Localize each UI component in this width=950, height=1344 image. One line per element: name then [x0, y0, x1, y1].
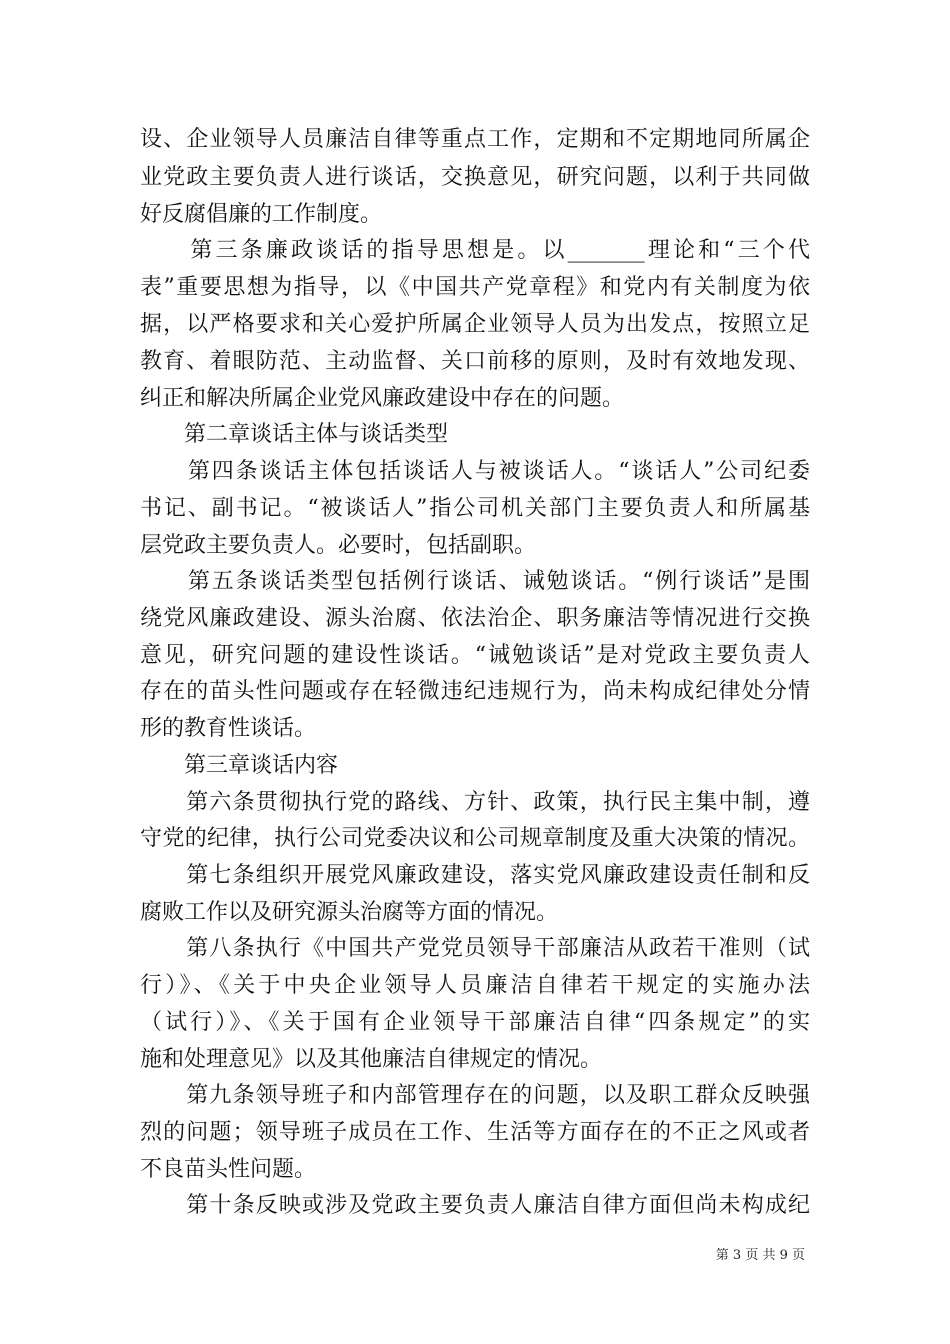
- text-line: 层党政主要负责人。必要时，包括副职。: [140, 533, 537, 558]
- text-line: 纠正和解决所属企业党风廉政建设中存在的问题。: [140, 386, 625, 411]
- text-line: 第七条组织开展党风廉政建设，落实党风廉政建设责任制和反: [140, 863, 810, 888]
- text-line: 存在的苗头性问题或存在轻微违纪违规行为，尚未构成纪律处分情: [140, 679, 810, 704]
- text-line: 书记、副书记。“被谈话人”指公司机关部门主要负责人和所属基: [140, 496, 810, 521]
- text-line: 第六条贯彻执行党的路线、方针、政策，执行民主集中制，遵: [140, 790, 810, 815]
- chapter-heading: 第三章谈话内容: [140, 753, 339, 778]
- text-line: 烈的问题；领导班子成员在工作、生活等方面存在的不正之风或者: [140, 1120, 810, 1145]
- text-line: 教育、着眼防范、主动监督、关口前移的原则，及时有效地发现、: [140, 349, 810, 374]
- text-line: 第四条谈话主体包括谈话人与被谈话人。“谈话人”公司纪委: [140, 459, 810, 484]
- text-line: 腐败工作以及研究源头治腐等方面的情况。: [140, 900, 559, 925]
- chapter-heading: 第二章谈话主体与谈话类型: [140, 422, 449, 447]
- text-line: 施和处理意见》以及其他廉洁自律规定的情况。: [140, 1047, 603, 1072]
- text-line: 业党政主要负责人进行谈话，交换意见，研究问题，以利于共同做: [140, 165, 810, 190]
- text-line: 第九条领导班子和内部管理存在的问题，以及职工群众反映强: [140, 1083, 810, 1108]
- text-line: （试行）》、《关于国有企业领导干部廉洁自律“四条规定”的实: [140, 1010, 810, 1035]
- text-line: 设、企业领导人员廉洁自律等重点工作，定期和不定期地同所属企: [140, 127, 810, 152]
- page-number-footer: 第 3 页 共 9 页: [715, 1248, 805, 1263]
- text-line: 表”重要思想为指导，以《中国共产党章程》和党内有关制度为依: [140, 275, 810, 300]
- text-line: 好反腐倡廉的工作制度。: [140, 202, 383, 227]
- text-line: 形的教育性谈话。: [140, 716, 317, 741]
- text-line: 行）》、《关于中央企业领导人员廉洁自律若干规定的实施办法: [140, 973, 810, 998]
- text-line: 意见，研究问题的建设性谈话。“诫勉谈话”是对党政主要负责人: [140, 643, 810, 668]
- text-line: 守党的纪律，执行公司党委决议和公司规章制度及重大决策的情况。: [140, 826, 810, 851]
- text-line: 不良苗头性问题。: [140, 1157, 317, 1182]
- text-line: 第五条谈话类型包括例行谈话、诫勉谈话。“例行谈话”是围: [140, 569, 810, 594]
- text-line: 第三条廉政谈话的指导思想是。以_______理论和“三个代: [140, 238, 810, 263]
- text-line: 第八条执行《中国共产党党员领导干部廉洁从政若干准则（试: [140, 936, 810, 961]
- text-line: 据，以严格要求和关心爱护所属企业领导人员为出发点，按照立足: [140, 312, 810, 337]
- text-line: 绕党风廉政建设、源头治腐、依法治企、职务廉洁等情况进行交换: [140, 606, 810, 631]
- text-line: 第十条反映或涉及党政主要负责人廉洁自律方面但尚未构成纪: [140, 1193, 810, 1218]
